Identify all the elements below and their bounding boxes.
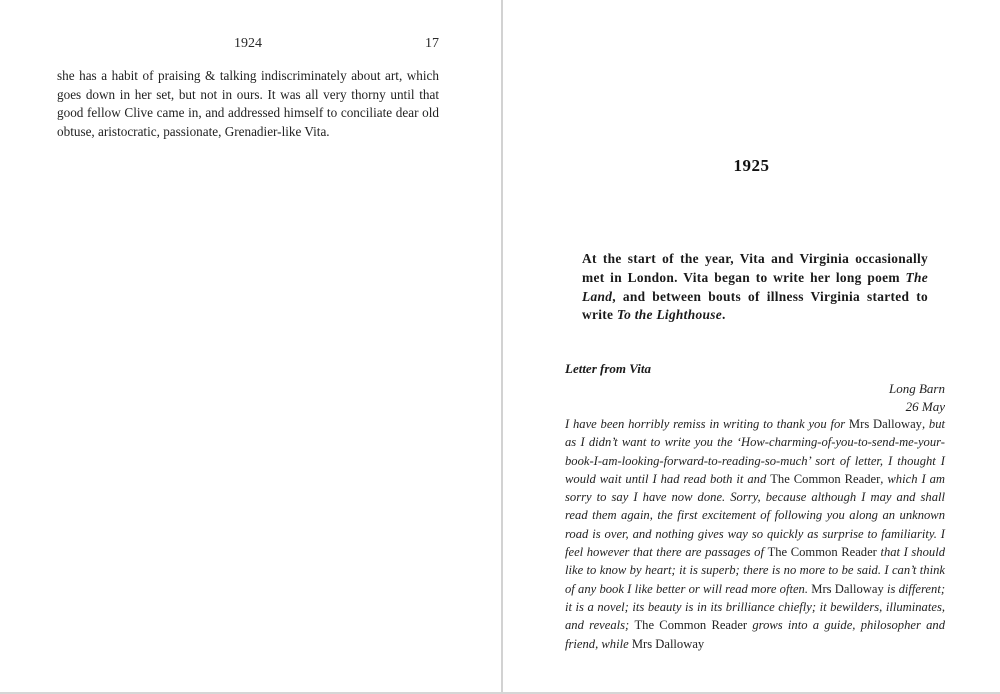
letter-text: I have been horribly remiss in writing to thank you for — [565, 417, 849, 431]
letter-text: grows into a guide, philosopher and friend, while — [565, 618, 946, 651]
book-title: The Common Reader — [634, 618, 748, 633]
letter-text: , which I am sorry to say I have now done. Sorry, because although I may and shall read them again, the first excitement of following you along an unknown road is over, and nothing gives way so quickly as surprise to familiarity. I feel however that there are passages of — [565, 471, 946, 560]
letter-body — [565, 415, 945, 653]
book-title-the-land: The Land — [582, 269, 928, 304]
intro-paragraph — [582, 250, 928, 325]
book-title: The Common Reader — [770, 471, 881, 486]
letter-text: , but as I didn’t want to write you the ‘How-charming-of-you-to-send-me-your-book-I-am-looking-forward-to-reading-so-much’ sort of letter, I thought I would wait until I had read both it and — [565, 417, 945, 486]
book-title: Mrs Dalloway — [811, 581, 884, 596]
intro-text: , and between bouts of illness Virginia started to write — [582, 288, 928, 323]
letter-text: that I should like to know by heart; it is superb; there is no more to be said. I can’t think of any book I like better or will read more often. — [565, 545, 945, 596]
intro-text: At the start of the year, Vita and Virginia occasionally met in London. Vita began to write her long poem — [582, 251, 928, 285]
book-title: Mrs Dalloway — [631, 636, 705, 651]
book-title-to-the-lighthouse: To the Lighthouse — [616, 307, 722, 323]
chapter-heading: 1925 — [733, 156, 770, 175]
paragraph: she has a habit of praising & talking indiscriminately about art, which goes down in her set, but not in ours. It was all very thorny until that good fellow Clive came in, and addressed himself to conciliate dear old obtuse, aristocratic, passionate, Grenadier-like Vita. — [57, 68, 439, 139]
running-head-year: 1924 — [234, 36, 262, 51]
page-number: 17 — [425, 36, 439, 51]
letter-text: is different; it is a novel; its beauty is in its brilliance chiefly; it bewilders, illuminates, and reveals; — [565, 581, 946, 633]
running-head — [57, 36, 439, 56]
book-title: Mrs Dalloway — [848, 417, 922, 431]
left-page — [0, 0, 501, 692]
intro-text: . — [721, 307, 726, 323]
letter-date: 26 May — [905, 399, 945, 414]
letter-place: Long Barn — [889, 381, 945, 396]
letter-heading: Letter from Vita — [565, 361, 651, 376]
chapter-intro — [582, 250, 928, 325]
book-title: The Common Reader — [767, 545, 877, 560]
body-text — [57, 67, 439, 141]
letter-paragraph — [565, 415, 945, 653]
